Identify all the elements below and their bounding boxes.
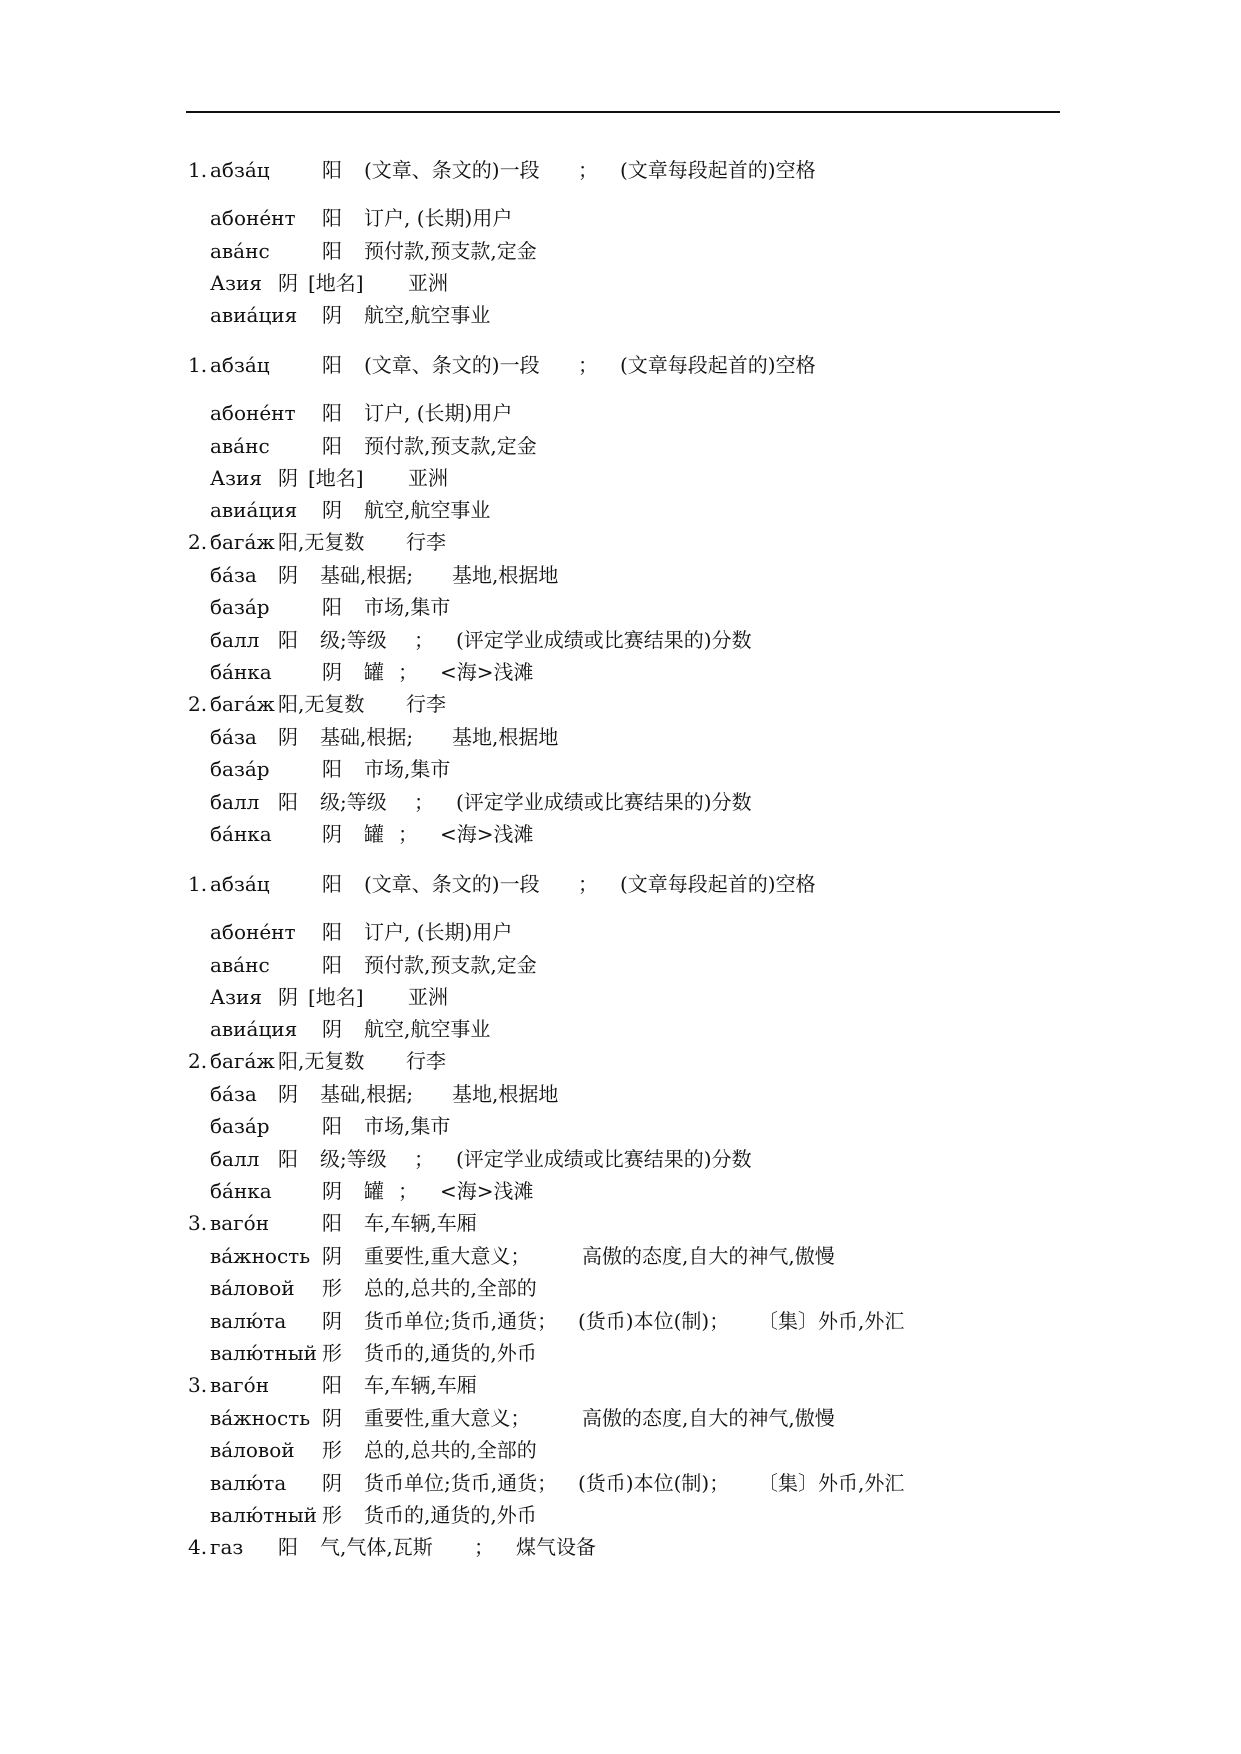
definition-tertiary: 〔集〕外币,外汇	[758, 1309, 905, 1333]
entry-row	[0, 398, 1241, 428]
russian-headword: ба́нка	[210, 1179, 272, 1203]
russian-headword: ва́ловой	[210, 1438, 295, 1462]
definition-secondary: 煤气设备	[516, 1535, 596, 1559]
separator: ；	[578, 158, 598, 182]
russian-headword: абза́ц	[210, 353, 270, 377]
entry-row	[0, 1144, 1241, 1174]
entry-row	[0, 268, 1241, 298]
definition: 订户, (长期)用户	[364, 401, 513, 425]
russian-headword: валю́тный	[210, 1341, 317, 1365]
definition: [地名]	[308, 466, 364, 490]
definition-secondary: (文章每段起首的)空格	[620, 872, 816, 896]
entry-row	[0, 1370, 1241, 1400]
russian-headword: ва́жность	[210, 1244, 311, 1268]
definition: 重要性,重大意义；	[364, 1244, 531, 1268]
definition: 预付款,预支款,定金	[364, 239, 537, 263]
definition: 车,车辆,车厢	[364, 1211, 477, 1235]
grammar-marker: 形	[322, 1503, 342, 1527]
definition: 重要性,重大意义；	[364, 1406, 531, 1430]
russian-headword: Азия	[210, 466, 263, 490]
grammar-marker: 阳	[322, 239, 342, 263]
entry-row	[0, 463, 1241, 493]
definition: (文章、条文的)一段	[364, 158, 540, 182]
definition: 基础,根据;	[320, 725, 414, 749]
grammar-marker: 阳	[278, 628, 298, 652]
entry-row	[0, 350, 1241, 380]
grammar-marker: 阳	[278, 1147, 298, 1171]
grammar-marker: 阴	[278, 271, 298, 295]
grammar-marker: 阳,无复数	[278, 530, 365, 554]
definition-secondary: <海>浅滩	[440, 1179, 534, 1203]
definition: 基础,根据;	[320, 563, 414, 587]
russian-headword: балл	[210, 790, 260, 814]
entry-row	[0, 982, 1241, 1012]
definition: 订户, (长期)用户	[364, 920, 513, 944]
entry-row	[0, 1273, 1241, 1303]
definition: 罐	[364, 660, 384, 684]
entry-row	[0, 625, 1241, 655]
grammar-marker: 阴	[322, 498, 342, 522]
grammar-marker: 阴	[278, 1082, 298, 1106]
grammar-marker: 阳	[322, 1114, 342, 1138]
entry-row	[0, 754, 1241, 784]
entry-row	[0, 1176, 1241, 1206]
entry-row	[0, 1500, 1241, 1530]
grammar-marker: 阳	[322, 757, 342, 781]
separator: ；	[398, 822, 418, 846]
russian-headword: абза́ц	[210, 158, 270, 182]
entry-row	[0, 1306, 1241, 1336]
russian-headword: ава́нс	[210, 953, 270, 977]
definition: 总的,总共的,全部的	[364, 1438, 537, 1462]
russian-headword: ба́за	[210, 1082, 257, 1106]
russian-headword: абоне́нт	[210, 401, 296, 425]
definition: 车,车辆,车厢	[364, 1373, 477, 1397]
grammar-marker: 形	[322, 1438, 342, 1462]
russian-headword: авиа́ция	[210, 498, 298, 522]
entry-number: 2.	[188, 530, 208, 554]
definition-secondary: (评定学业成绩或比赛结果的)分数	[456, 1147, 752, 1171]
definition-secondary: 亚洲	[408, 985, 448, 1009]
russian-headword: ба́за	[210, 563, 257, 587]
grammar-marker: 阳,无复数	[278, 692, 365, 716]
entry-number: 3.	[188, 1211, 208, 1235]
entry-row	[0, 300, 1241, 330]
russian-headword: абза́ц	[210, 872, 270, 896]
russian-headword: абоне́нт	[210, 206, 296, 230]
grammar-marker: 形	[322, 1276, 342, 1300]
entry-row	[0, 527, 1241, 557]
grammar-marker: 阴	[278, 985, 298, 1009]
grammar-marker: 阳	[322, 434, 342, 458]
grammar-marker: 阴	[322, 1244, 342, 1268]
entry-number: 1.	[188, 158, 208, 182]
grammar-marker: 阴	[278, 563, 298, 587]
russian-headword: ба́нка	[210, 660, 272, 684]
separator: ；	[474, 1535, 494, 1559]
entry-row	[0, 689, 1241, 719]
russian-headword: Азия	[210, 985, 263, 1009]
definition: 航空,航空事业	[364, 303, 491, 327]
entry-row	[0, 722, 1241, 752]
russian-headword: бага́ж	[210, 530, 275, 554]
russian-headword: газ	[210, 1535, 244, 1559]
russian-headword: бага́ж	[210, 1049, 275, 1073]
entry-number: 2.	[188, 692, 208, 716]
definition-secondary: 行李	[406, 692, 446, 716]
grammar-marker: 阳	[322, 1373, 342, 1397]
definition-secondary: (货币)本位(制)；	[578, 1471, 730, 1495]
definition: 航空,航空事业	[364, 1017, 491, 1041]
grammar-marker: 阴	[322, 1017, 342, 1041]
entry-row	[0, 869, 1241, 899]
russian-headword: балл	[210, 1147, 260, 1171]
grammar-marker: 阴	[322, 822, 342, 846]
russian-headword: ба́нка	[210, 822, 272, 846]
definition: 航空,航空事业	[364, 498, 491, 522]
definition: 市场,集市	[364, 595, 451, 619]
separator: ；	[398, 1179, 418, 1203]
entry-row	[0, 1468, 1241, 1498]
russian-headword: ва́жность	[210, 1406, 311, 1430]
definition: 货币的,通货的,外币	[364, 1503, 537, 1527]
definition: 总的,总共的,全部的	[364, 1276, 537, 1300]
definition: 气,气体,瓦斯	[320, 1535, 433, 1559]
definition-secondary: 亚洲	[408, 466, 448, 490]
definition-secondary: (评定学业成绩或比赛结果的)分数	[456, 790, 752, 814]
grammar-marker: 阳	[322, 158, 342, 182]
grammar-marker: 形	[322, 1341, 342, 1365]
definition: 级;等级	[320, 1147, 387, 1171]
entry-row	[0, 1241, 1241, 1271]
entry-row	[0, 203, 1241, 233]
entry-number: 2.	[188, 1049, 208, 1073]
grammar-marker: 阳	[322, 401, 342, 425]
entry-row	[0, 1435, 1241, 1465]
definition-secondary: 基地,根据地	[452, 1082, 559, 1106]
definition-secondary: 高傲的态度,自大的神气,傲慢	[582, 1244, 835, 1268]
entry-row	[0, 819, 1241, 849]
entry-row	[0, 1014, 1241, 1044]
definition: 市场,集市	[364, 1114, 451, 1138]
russian-headword: ава́нс	[210, 239, 270, 263]
russian-headword: авиа́ция	[210, 303, 298, 327]
grammar-marker: 阳,无复数	[278, 1049, 365, 1073]
definition-tertiary: 〔集〕外币,外汇	[758, 1471, 905, 1495]
definition: 罐	[364, 822, 384, 846]
definition: 市场,集市	[364, 757, 451, 781]
separator: ；	[414, 628, 434, 652]
russian-headword: ба́за	[210, 725, 257, 749]
entry-row	[0, 657, 1241, 687]
grammar-marker: 阴	[322, 1406, 342, 1430]
grammar-marker: 阳	[322, 1211, 342, 1235]
russian-headword: балл	[210, 628, 260, 652]
definition: (文章、条文的)一段	[364, 353, 540, 377]
entry-row	[0, 1338, 1241, 1368]
grammar-marker: 阳	[322, 206, 342, 230]
separator: ；	[414, 1147, 434, 1171]
russian-headword: база́р	[210, 1114, 270, 1138]
russian-headword: ва́ловой	[210, 1276, 295, 1300]
definition: 基础,根据;	[320, 1082, 414, 1106]
definition-secondary: (货币)本位(制)；	[578, 1309, 730, 1333]
definition-secondary: 基地,根据地	[452, 563, 559, 587]
grammar-marker: 阴	[322, 1309, 342, 1333]
entry-number: 1.	[188, 872, 208, 896]
definition: (文章、条文的)一段	[364, 872, 540, 896]
definition: 货币单位;货币,通货；	[364, 1471, 558, 1495]
definition-secondary: 行李	[406, 530, 446, 554]
entry-row	[0, 1046, 1241, 1076]
entry-number: 3.	[188, 1373, 208, 1397]
grammar-marker: 阴	[322, 1471, 342, 1495]
entry-row	[0, 236, 1241, 266]
definition-secondary: (文章每段起首的)空格	[620, 158, 816, 182]
grammar-marker: 阴	[322, 660, 342, 684]
russian-headword: ваго́н	[210, 1211, 270, 1235]
grammar-marker: 阳	[278, 1535, 298, 1559]
definition: 货币单位;货币,通货；	[364, 1309, 558, 1333]
entry-row	[0, 431, 1241, 461]
definition: 级;等级	[320, 790, 387, 814]
definition-secondary: <海>浅滩	[440, 660, 534, 684]
definition-secondary: (评定学业成绩或比赛结果的)分数	[456, 628, 752, 652]
grammar-marker: 阴	[322, 1179, 342, 1203]
definition: 订户, (长期)用户	[364, 206, 513, 230]
entry-row	[0, 592, 1241, 622]
russian-headword: Азия	[210, 271, 263, 295]
grammar-marker: 阳	[322, 953, 342, 977]
grammar-marker: 阳	[322, 872, 342, 896]
entry-row	[0, 1111, 1241, 1141]
entry-row	[0, 950, 1241, 980]
russian-headword: база́р	[210, 595, 270, 619]
grammar-marker: 阳	[278, 790, 298, 814]
entry-row	[0, 155, 1241, 185]
russian-headword: валю́та	[210, 1471, 287, 1495]
russian-headword: валю́та	[210, 1309, 287, 1333]
entry-number: 4.	[188, 1535, 208, 1559]
definition-secondary: 亚洲	[408, 271, 448, 295]
definition: [地名]	[308, 985, 364, 1009]
definition-secondary: 行李	[406, 1049, 446, 1073]
definition: 预付款,预支款,定金	[364, 434, 537, 458]
grammar-marker: 阴	[278, 466, 298, 490]
separator: ；	[578, 353, 598, 377]
grammar-marker: 阴	[278, 725, 298, 749]
entry-row	[0, 787, 1241, 817]
entry-row	[0, 1079, 1241, 1109]
russian-headword: бага́ж	[210, 692, 275, 716]
russian-headword: база́р	[210, 757, 270, 781]
definition-secondary: (文章每段起首的)空格	[620, 353, 816, 377]
definition: [地名]	[308, 271, 364, 295]
entry-row	[0, 1532, 1241, 1562]
grammar-marker: 阳	[322, 353, 342, 377]
definition-secondary: 高傲的态度,自大的神气,傲慢	[582, 1406, 835, 1430]
entry-row	[0, 1208, 1241, 1238]
definition-secondary: <海>浅滩	[440, 822, 534, 846]
grammar-marker: 阴	[322, 303, 342, 327]
definition: 预付款,预支款,定金	[364, 953, 537, 977]
russian-headword: абоне́нт	[210, 920, 296, 944]
russian-headword: валю́тный	[210, 1503, 317, 1527]
separator: ；	[578, 872, 598, 896]
definition: 罐	[364, 1179, 384, 1203]
separator: ；	[414, 790, 434, 814]
definition: 级;等级	[320, 628, 387, 652]
grammar-marker: 阳	[322, 920, 342, 944]
definition: 货币的,通货的,外币	[364, 1341, 537, 1365]
entry-row	[0, 1403, 1241, 1433]
definition-secondary: 基地,根据地	[452, 725, 559, 749]
entry-row	[0, 495, 1241, 525]
russian-headword: ваго́н	[210, 1373, 270, 1397]
entry-number: 1.	[188, 353, 208, 377]
entry-row	[0, 560, 1241, 590]
separator: ；	[398, 660, 418, 684]
russian-headword: ава́нс	[210, 434, 270, 458]
entry-row	[0, 917, 1241, 947]
russian-headword: авиа́ция	[210, 1017, 298, 1041]
grammar-marker: 阳	[322, 595, 342, 619]
